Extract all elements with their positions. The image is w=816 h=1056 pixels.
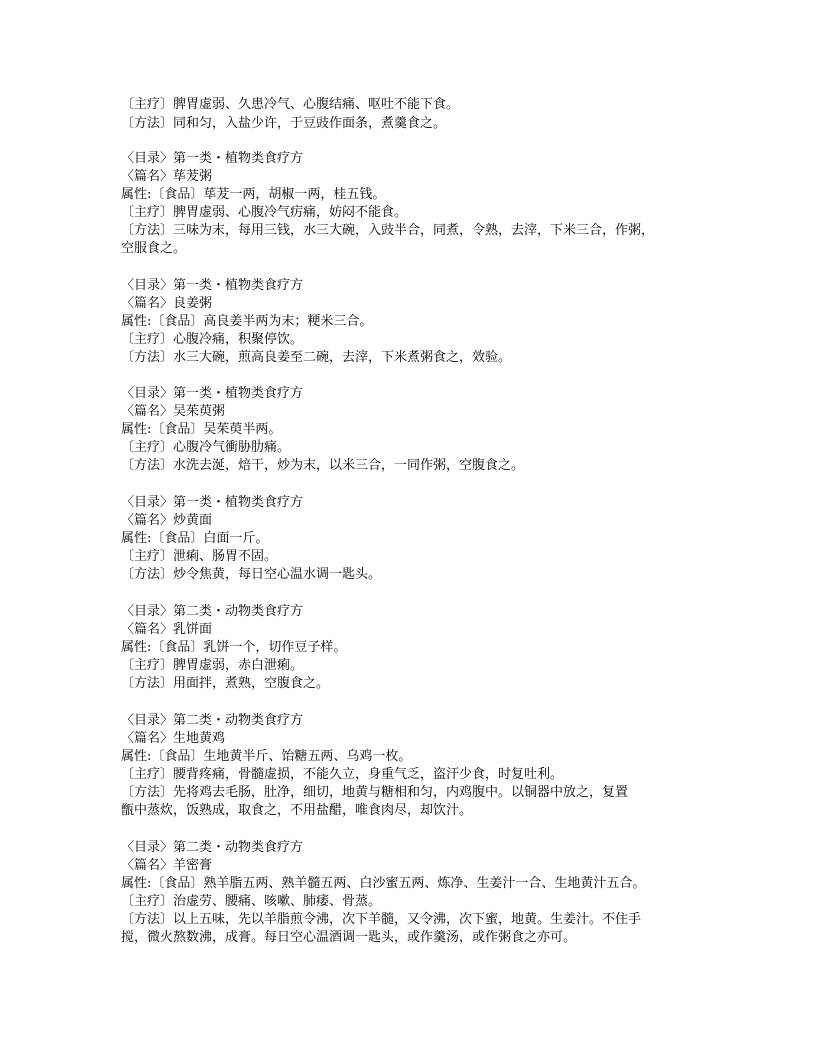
zhuliao-line: 〔主疗〕脾胃虚弱、心腹冷气疠痛，妨闷不能食。 [121, 205, 408, 220]
zhuliao-line: 〔主疗〕心腹冷气衝胁肋痛。 [121, 440, 291, 455]
pianming-line: 〈篇名〉吴茱萸粥 [121, 404, 226, 419]
zhuliao-line: 〔主疗〕脾胃虚弱，赤白泄痢。 [121, 658, 304, 673]
mulu-line: 〈目录〉第二类・动物类食疗方 [121, 713, 304, 728]
pianming-line: 〈篇名〉良姜粥 [121, 296, 213, 311]
shipin-line: 属性:〔食品〕荜茇一两，胡椒一两，桂五钱。 [121, 187, 386, 202]
fangfa-line: 〔方法〕三味为末，每用三钱，水三大碗，入豉半合，同煮，令熟，去滓，下米三合，作粥， [121, 223, 655, 238]
pianming-line: 〈篇名〉生地黄鸡 [121, 731, 226, 746]
fangfa-line: 搅，微火熬数沸，成膏。每日空心温酒调一匙头，或作羹汤，或作粥食之亦可。 [121, 930, 577, 945]
pianming-line: 〈篇名〉羊密膏 [121, 858, 213, 873]
zhuliao-line: 〔主疗〕腰背疼痛，骨髓虚损，不能久立，身重气乏，盗汗少食，时复吐利。 [121, 767, 564, 782]
mulu-line: 〈目录〉第一类・植物类食疗方 [121, 278, 304, 293]
shipin-line: 属性:〔食品〕生地黄半斤、饴糖五两、乌鸡一枚。 [121, 749, 412, 764]
fangfa-line: 甑中蒸炊，饭熟成，取食之，不用盐醋，唯食肉尽，却饮汁。 [121, 803, 473, 818]
shipin-line: 属性:〔食品〕乳饼一个，切作豆子样。 [121, 640, 347, 655]
fangfa-line: 〔方法〕水三大碗，煎高良姜至二碗，去滓，下米煮粥食之，效验。 [121, 350, 512, 365]
pianming-line: 〈篇名〉荜茇粥 [121, 169, 213, 184]
mulu-line: 〈目录〉第二类・动物类食疗方 [121, 840, 304, 855]
shipin-line: 属性:〔食品〕高良姜半两为末；粳米三合。 [121, 314, 373, 329]
shipin-line: 属性:〔食品〕熟羊脂五两、熟羊髓五两、白沙蜜五两、炼净、生姜汁一合、生地黄汁五合。 [121, 876, 646, 891]
pianming-line: 〈篇名〉乳饼面 [121, 622, 213, 637]
fangfa-line: 〔方法〕以上五味，先以羊脂煎令沸，次下羊髓，又令沸，次下蜜，地黄。生姜汁。不住手 [121, 912, 642, 927]
zhuliao-line: 〔主疗〕脾胃虚弱、久患冷气、心腹结痛、呕吐不能下食。 [121, 97, 460, 112]
fangfa-line: 〔方法〕水洗去涎，焙干，炒为末，以米三合，一同作粥，空腹食之。 [121, 458, 525, 473]
zhuliao-line: 〔主疗〕治虚劳、腰痛、咳嗽、肺痿、骨蒸。 [121, 894, 382, 909]
shipin-line: 属性:〔食品〕吴茱萸半两。 [121, 422, 282, 437]
fangfa-line: 〔方法〕炒令焦黄，每日空心温水调一匙头。 [121, 567, 382, 582]
mulu-line: 〈目录〉第一类・植物类食疗方 [121, 386, 304, 401]
mulu-line: 〈目录〉第一类・植物类食疗方 [121, 151, 304, 166]
pianming-line: 〈篇名〉炒黄面 [121, 513, 213, 528]
fangfa-line: 〔方法〕同和匀，入盐少许，于豆豉作面条，煮羹食之。 [121, 116, 447, 131]
mulu-line: 〈目录〉第二类・动物类食疗方 [121, 604, 304, 619]
shipin-line: 属性:〔食品〕白面一斤。 [121, 531, 269, 546]
mulu-line: 〈目录〉第一类・植物类食疗方 [121, 495, 304, 510]
zhuliao-line: 〔主疗〕泄痢、肠胃不固。 [121, 549, 278, 564]
fangfa-line: 〔方法〕用面拌，煮熟，空腹食之。 [121, 676, 330, 691]
zhuliao-line: 〔主疗〕心腹冷痛，积聚停饮。 [121, 332, 304, 347]
fangfa-line: 〔方法〕先将鸡去毛肠，肚净，细切，地黄与糖相和匀，内鸡腹中。以铜器中放之，复置 [121, 785, 629, 800]
fangfa-line: 空服食之。 [121, 241, 187, 256]
